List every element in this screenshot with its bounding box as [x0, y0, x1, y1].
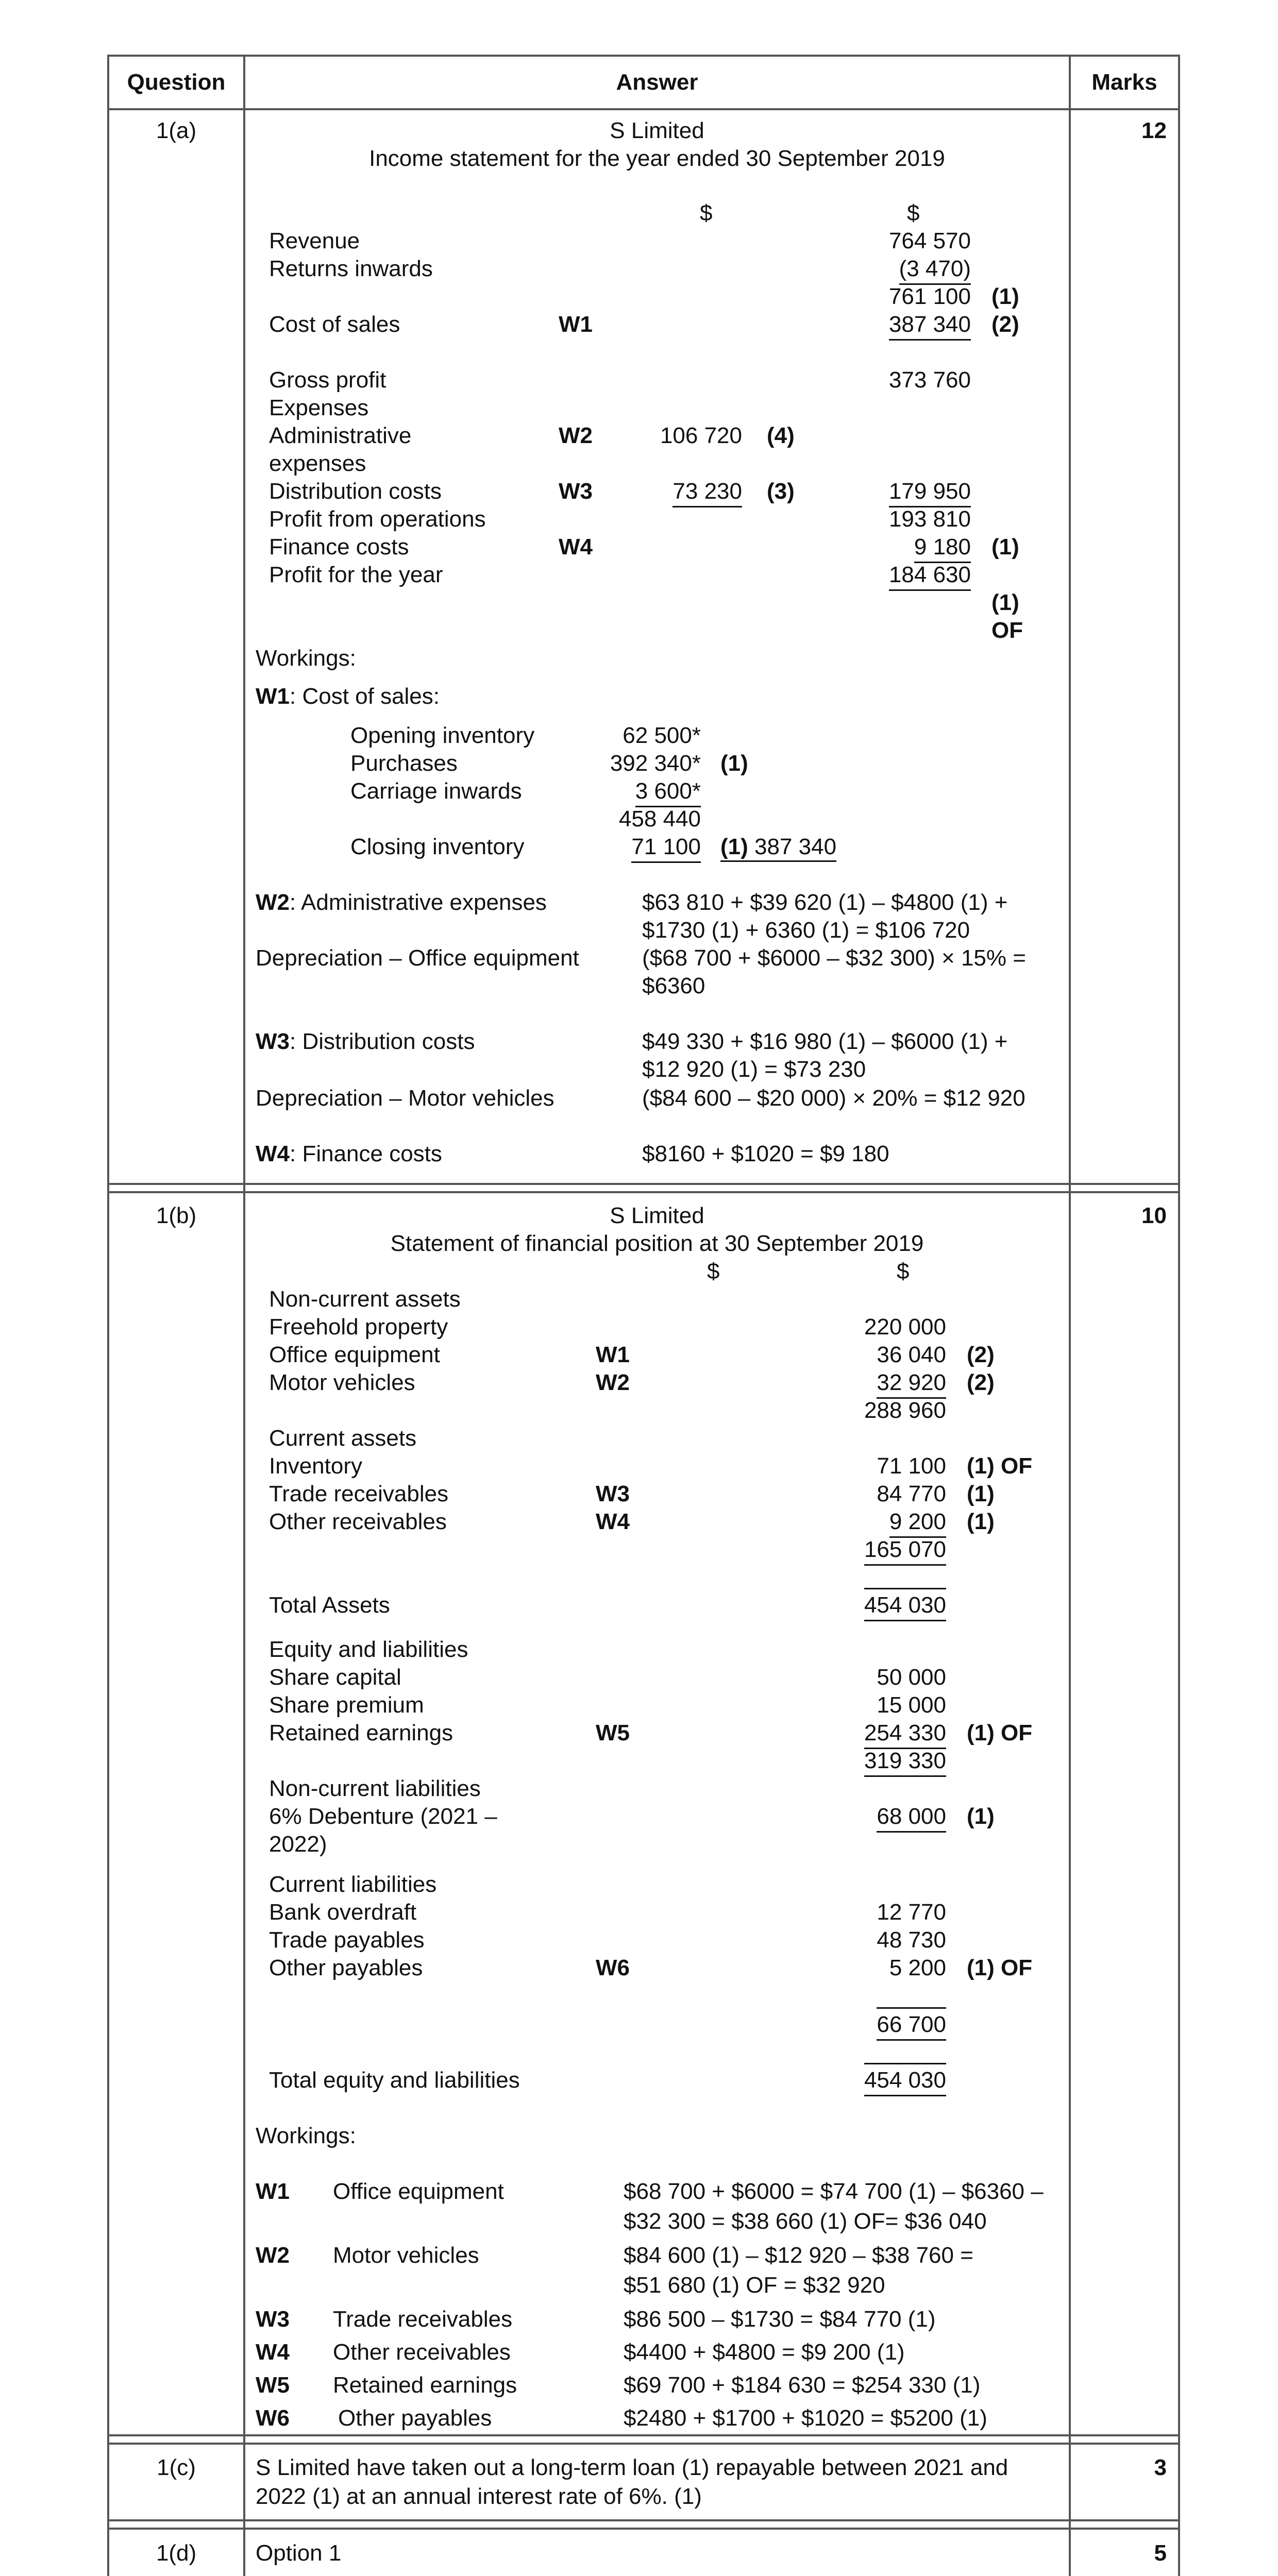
op-value: 5 200: [889, 1955, 946, 1980]
revenue-label: Revenue: [269, 228, 360, 253]
w1-heading: [256, 685, 440, 708]
tr-label: Trade receivables: [269, 1481, 449, 1506]
wk-w1-ref: W1: [256, 2179, 290, 2204]
wk-w2-ref: W2: [256, 2243, 290, 2268]
or-value: [814, 1511, 946, 1533]
motor-mark: (2): [967, 1370, 995, 1395]
net-revenue-value: 761 100: [888, 284, 971, 309]
re-label: Retained earnings: [269, 1720, 453, 1745]
or-ref: W4: [596, 1509, 630, 1534]
w4-title: : Finance costs: [290, 1141, 442, 1166]
cl-total: [814, 2013, 946, 2036]
eq-total-text: 319 330: [864, 1748, 946, 1777]
q1a-label: 1(a): [156, 118, 197, 143]
w1-carriage-value-text: 3 600*: [635, 778, 701, 807]
office-ref: W1: [596, 1342, 630, 1367]
w1-closing-total: [720, 836, 836, 862]
pfy-mark-1: (1): [991, 590, 1019, 615]
returns-value-text: (3 470): [899, 256, 971, 285]
pfo-label: Profit from operations: [269, 506, 486, 532]
wk-w4-ref: W4: [256, 2340, 290, 2365]
q1c-marks: 3: [1154, 2455, 1167, 2480]
wk-w6-name: Other payables: [338, 2405, 492, 2431]
nca-heading: Non-current assets: [269, 1286, 461, 1312]
w1-purchases-value: 392 340*: [610, 751, 701, 776]
wk-w4-line: $4400 + $4800 = $9 200 (1): [624, 2340, 905, 2365]
motor-label: Motor vehicles: [269, 1370, 415, 1395]
q1d-marks: 5: [1154, 2540, 1167, 2566]
sc-label: Share capital: [269, 1665, 401, 1690]
wk-w4-name: Other receivables: [333, 2340, 511, 2365]
w1-subtotal: 458 440: [618, 806, 701, 832]
finance-ref: W4: [559, 534, 593, 560]
header-question: Question: [127, 70, 226, 95]
admin-ref: W2: [559, 423, 593, 448]
tr-value: 84 770: [877, 1481, 946, 1506]
tp-value: 48 730: [877, 1927, 946, 1953]
eq-heading: Equity and liabilities: [269, 1637, 468, 1662]
distribution-mark: (3): [767, 479, 795, 504]
re-value: [814, 1722, 946, 1744]
cost-of-sales-ref: W1: [559, 312, 593, 337]
gross-profit-value: 373 760: [888, 367, 971, 393]
cost-of-sales-mark: (2): [991, 312, 1019, 337]
ca-heading: Current assets: [269, 1426, 417, 1451]
option-1-heading: Option 1: [256, 2540, 342, 2566]
rule-1b-end-b: [107, 2443, 1180, 2445]
admin-value: 106 720: [660, 423, 742, 448]
freehold-value: 220 000: [864, 1314, 946, 1340]
wk-w3-name: Trade receivables: [333, 2307, 513, 2332]
w3-line-1: $49 330 + $16 980 (1) – $6000 (1) +: [642, 1029, 1008, 1054]
sc-value: 50 000: [877, 1665, 946, 1690]
tp-label: Trade payables: [269, 1927, 425, 1953]
ta-value: [814, 1594, 946, 1617]
q1d-label: 1(d): [156, 2540, 197, 2566]
q1c-line-2: 2022 (1) at an annual interest rate of 6%. (1): [256, 2484, 702, 2509]
wk-w2-line-1: $84 600 (1) – $12 920 – $38 760 =: [624, 2243, 973, 2268]
inventory-mark: (1) OF: [967, 1453, 1033, 1479]
rule-1a-end-b: [107, 1191, 1180, 1193]
pfy-mark-2: OF: [991, 618, 1023, 643]
net-revenue-mark: (1): [991, 284, 1019, 309]
q1b-workings-heading: Workings:: [256, 2123, 356, 2148]
pfy-value: [825, 564, 971, 586]
nca-total: 288 960: [864, 1398, 946, 1423]
re-ref: W5: [596, 1720, 630, 1745]
expenses-label: Expenses: [269, 395, 369, 420]
w1-title: : Cost of sales:: [290, 684, 440, 709]
cost-of-sales-label: Cost of sales: [269, 312, 400, 337]
tel-value: [814, 2069, 946, 2092]
q1a-title-company: S Limited: [610, 118, 704, 143]
returns-label: Returns inwards: [269, 256, 433, 281]
q1b-col-dollar-1: $: [707, 1259, 720, 1284]
op-mark: (1) OF: [967, 1955, 1033, 1980]
distribution-value-text: 73 230: [672, 479, 742, 507]
wk-w5-ref: W5: [256, 2372, 290, 2398]
dep-office-line-1: ($68 700 + $6000 – $32 300) × 15% =: [642, 945, 1026, 971]
w3-title: : Distribution costs: [290, 1029, 475, 1054]
wk-w1-line-2: $32 300 = $38 660 (1) OF= $36 040: [624, 2209, 987, 2234]
dep-office-label: Depreciation – Office equipment: [256, 945, 579, 971]
wk-w1-line-1: $68 700 + $6000 = $74 700 (1) – $6360 –: [624, 2179, 1044, 2204]
motor-value: [814, 1371, 946, 1394]
tr-mark: (1): [967, 1481, 995, 1506]
w1-opening-label: Opening inventory: [350, 723, 535, 748]
distribution-label: Distribution costs: [269, 479, 442, 504]
revenue-value: 764 570: [888, 228, 971, 253]
dep-mv-line: ($84 600 – $20 000) × 20% = $12 920: [642, 1086, 1025, 1111]
q1b-title-statement: Statement of financial position at 30 September 2019: [390, 1231, 924, 1256]
w1-closing-value: [582, 836, 701, 858]
rule-col1: [243, 55, 245, 2576]
finance-label: Finance costs: [269, 534, 409, 560]
q1a-marks: 12: [1141, 118, 1167, 143]
w1-purchases-label: Purchases: [350, 751, 458, 776]
tr-ref: W3: [596, 1481, 630, 1506]
w1-opening-value: 62 500*: [623, 723, 701, 748]
op-ref: W6: [596, 1955, 630, 1980]
returns-value: [825, 258, 971, 280]
re-value-text: 254 330: [864, 1720, 946, 1749]
motor-ref: W2: [596, 1370, 630, 1395]
ca-total-text: 165 070: [864, 1537, 946, 1566]
q1b-col-dollar-2: $: [897, 1259, 910, 1284]
w1-closing-total-text: 387 340: [754, 834, 837, 859]
or-label: Other receivables: [269, 1509, 447, 1534]
q1a-col-dollar-1: $: [700, 200, 713, 226]
w4-ref: W4: [256, 1141, 290, 1166]
motor-value-text: 32 920: [877, 1370, 946, 1399]
or-mark: (1): [967, 1509, 995, 1534]
w1-carriage-label: Carriage inwards: [350, 778, 522, 804]
rule-header: [107, 108, 1180, 110]
rule-1c-end-b: [107, 2528, 1180, 2530]
pfy-value-text: 184 630: [889, 562, 971, 591]
rule-left: [107, 55, 109, 2576]
wk-w5-name: Retained earnings: [333, 2372, 517, 2398]
cl-total-text: 66 700: [877, 2007, 946, 2041]
sp-value: 15 000: [877, 1692, 946, 1718]
distribution-ref: W3: [559, 479, 593, 504]
w4-line: $8160 + $1020 = $9 180: [642, 1141, 889, 1166]
distribution-total: [825, 480, 971, 503]
w2-line-1: $63 810 + $39 620 (1) – $4800 (1) +: [642, 890, 1008, 915]
inventory-label: Inventory: [269, 1453, 362, 1479]
dep-office-line-2: $6360: [642, 973, 705, 998]
w1-ref: W1: [256, 684, 290, 709]
rule-1c-end-a: [107, 2519, 1180, 2521]
rule-1b-end-a: [107, 2434, 1180, 2436]
ncl-heading: Non-current liabilities: [269, 1776, 481, 1801]
wk-w6-line: $2480 + $1700 + $1020 = $5200 (1): [624, 2405, 987, 2431]
wk-w6-ref: W6: [256, 2405, 290, 2431]
freehold-label: Freehold property: [269, 1314, 448, 1340]
w2-title: : Administrative expenses: [290, 890, 547, 915]
w2-line-2: $1730 (1) + 6360 (1) = $106 720: [642, 918, 970, 943]
rule-1a-end-a: [107, 1183, 1180, 1185]
rule-right: [1178, 55, 1180, 2576]
wk-w3-line: $86 500 – $1730 = $84 770 (1): [624, 2307, 936, 2332]
pfo-value: 193 810: [888, 506, 971, 532]
header-answer: Answer: [616, 70, 698, 95]
bo-value: 12 770: [877, 1900, 946, 1925]
debenture-value-text: 68 000: [877, 1804, 946, 1833]
ta-label: Total Assets: [269, 1592, 390, 1618]
distribution-value: [639, 480, 742, 503]
rule-col2: [1069, 55, 1071, 2576]
office-value: 36 040: [877, 1342, 946, 1367]
finance-value-text: 9 180: [914, 534, 971, 563]
q1b-label: 1(b): [156, 1203, 197, 1228]
q1a-col-dollar-2: $: [907, 200, 920, 226]
q1c-label: 1(c): [157, 2455, 196, 2480]
admin-mark: (4): [767, 423, 795, 448]
q1a-title-statement: Income statement for the year ended 30 September 2019: [369, 146, 945, 171]
sp-label: Share premium: [269, 1692, 424, 1718]
wk-w5-line: $69 700 + $184 630 = $254 330 (1): [624, 2372, 981, 2398]
tel-label: Total equity and liabilities: [269, 2067, 520, 2093]
finance-mark: (1): [991, 534, 1019, 560]
w1-closing-value-text: 71 100: [631, 834, 701, 863]
q1b-title-company: S Limited: [610, 1203, 704, 1228]
debenture-label-1: 6% Debenture (2021 –: [269, 1804, 497, 1829]
ta-value-text: 454 030: [864, 1588, 946, 1621]
w1-closing-mark: (1): [720, 834, 748, 859]
w3-heading: [256, 1030, 475, 1053]
office-mark: (2): [967, 1342, 995, 1367]
finance-value: [825, 536, 971, 558]
w1-purchases-mark: (1): [720, 751, 748, 776]
w3-line-2: $12 920 (1) = $73 230: [642, 1057, 866, 1082]
gross-profit-label: Gross profit: [269, 367, 386, 393]
debenture-value: [814, 1805, 946, 1828]
header-marks: Marks: [1091, 70, 1157, 95]
rule-top: [107, 55, 1180, 57]
wk-w2-name: Motor vehicles: [333, 2243, 479, 2268]
or-value-text: 9 200: [889, 1509, 946, 1538]
cl-heading: Current liabilities: [269, 1872, 437, 1897]
debenture-label-2: 2022): [269, 1832, 327, 1857]
cost-of-sales-value: [825, 313, 971, 336]
distribution-total-text: 179 950: [889, 479, 971, 507]
q1b-marks: 10: [1141, 1203, 1167, 1228]
inventory-value: 71 100: [877, 1453, 946, 1479]
wk-w2-line-2: $51 680 (1) OF = $32 920: [624, 2273, 885, 2298]
debenture-mark: (1): [967, 1804, 995, 1829]
wk-w3-ref: W3: [256, 2307, 290, 2332]
ca-total: [814, 1538, 946, 1561]
admin-label-1: Administrative: [269, 423, 412, 448]
office-label: Office equipment: [269, 1342, 440, 1367]
q1a-workings-heading: Workings:: [256, 646, 356, 671]
w1-closing-label: Closing inventory: [350, 834, 525, 859]
cost-of-sales-value-text: 387 340: [889, 312, 971, 341]
bo-label: Bank overdraft: [269, 1900, 417, 1925]
wk-w1-name: Office equipment: [333, 2179, 504, 2204]
w4-heading: [256, 1143, 442, 1165]
tel-value-text: 454 030: [864, 2063, 946, 2096]
w2-heading: [256, 891, 547, 914]
pfy-label: Profit for the year: [269, 562, 443, 587]
re-mark: (1) OF: [967, 1720, 1033, 1745]
q1c-line-1: S Limited have taken out a long-term loan (1) repayable between 2021 and: [256, 2455, 1008, 2480]
eq-total: [814, 1750, 946, 1772]
admin-label-2: expenses: [269, 451, 366, 476]
dep-mv-label: Depreciation – Motor vehicles: [256, 1086, 554, 1111]
w3-ref: W3: [256, 1029, 290, 1054]
w1-carriage-value: [582, 780, 701, 803]
w2-ref: W2: [256, 890, 290, 915]
op-label: Other payables: [269, 1955, 423, 1980]
